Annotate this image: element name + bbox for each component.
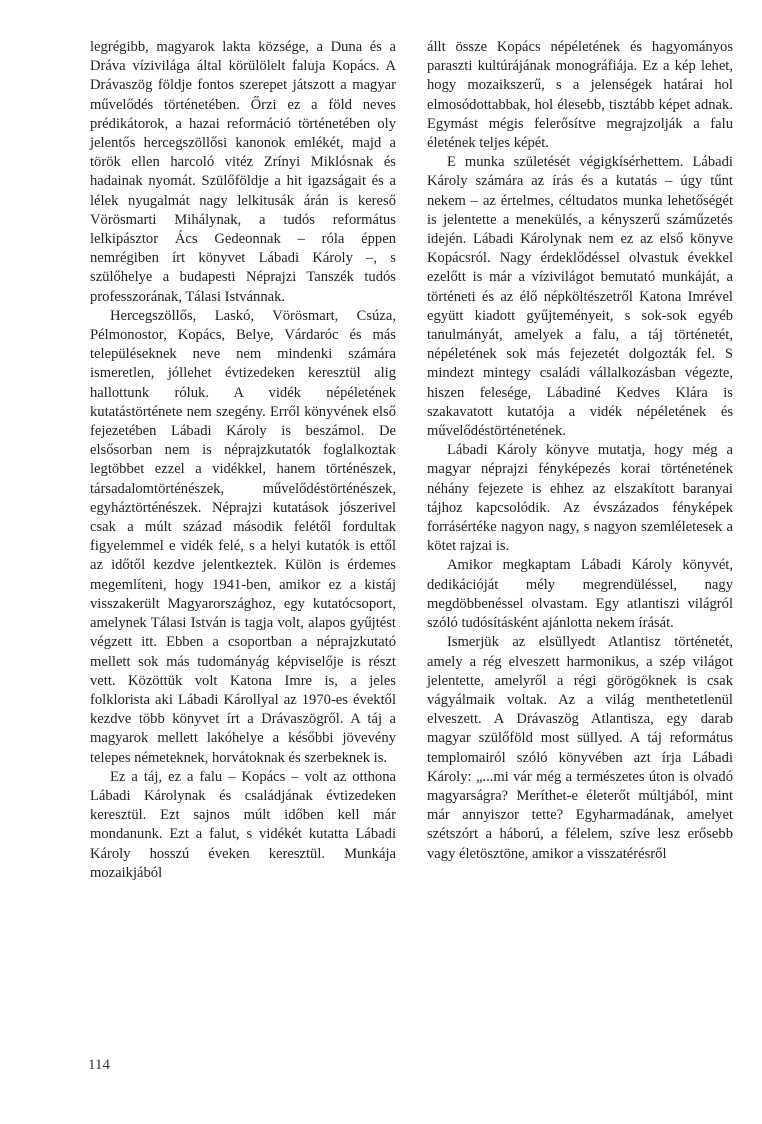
paragraph: állt össze Kopács népéletének és hagyományos paraszti kultúrájának monográfiája. Ez a kép lehet, hogy mozaikszerű, s a jelenségek határai hol elmosódottabbak, hol élesebb, tisztább képet adnak. Egymást mégis felerősítve megrajzolják a falu életének teljes képét. <box>427 39 733 152</box>
paragraph: Amikor megkaptam Lábadi Károly könyvét, dedikációját mély megrendüléssel, nagy megdöbbenéssel olvastam. Egy atlantiszi világról szóló tudósításként ajánlotta nekem írását. <box>427 557 733 632</box>
paragraph: Hercegszöllős, Laskó, Vörösmart, Csúza, Pélmonostor, Kopács, Belye, Várdaróc és más településeknek neve nem mindenki számára ismeretlen, jóllehet évtizedeken keresztül alig hallottunk róluk. A vidék népéletének kutatástörténete nem szegény. Erről könyvének első fejezetében Lábadi Károly is beszámol. De elsősorban nem is néprajzkutatók foglalkoztak legtöbbet ezzel a vidékkel, hanem történészek, társadalomtörténészek, művelődéstörténészek, egyháztörténészek. Néprajzi kutatások jószerivel csak a múlt század második felétől fordultak figyelemmel e vidék felé, s a helyi kutatók is ettől az időtől kezdve jelentkeztek. Külön is érdemes megemlíteni, hogy 1941-ben, amikor ez a kistáj visszakerült Magyarországhoz, egy kutatócsoport, amelynek Tálasi István is tagja volt, alapos gyűjtést végzett itt. Ebben a csoportban a néprajzkutató mellett sok más tudományág képviselője is részt vett. Közöttük volt Katona Imre is, a jeles folklorista aki Lábadi Károllyal az 1970-es évektől kezdve több könyvet írt a Drávaszögről. A táj a magyarok mellett lakóhelye a későbbi jövevény telepes németeknek, horvátoknak és szerbeknek is. <box>90 307 396 766</box>
left-column <box>90 38 396 883</box>
page-number: 114 <box>88 1057 110 1073</box>
paragraph: Ismerjük az elsüllyedt Atlantisz történetét, amely a rég elveszett harmonikus, a szép világot jelentette, amelyről a régi görögöknek is csak vágyálmaik voltak. Az a világ menthetetlenül elveszett. A Drávaszög Atlantisza, egy darab magyar szülőföld most süllyed. A táj református templomairól szóló könyvében azt írja Lábadi Károly: „...mi vár még a természetes úton is olvadó magyarságra? Meríthet-e életerőt múltjából, mint már annyiszor tette? Egyharmadának, amelyet szétszórt a háború, a félelem, szíve lesz erősebb vagy életösztöne, amikor a visszatérésről <box>427 634 733 862</box>
paragraph: legrégibb, magyarok lakta községe, a Duna és a Dráva vízivilága által körülölelt faluja Kopács. A Drávaszög földje fontos szerepet játszott a magyar művelődés történetében. Őrzi ez a föld neves prédikátorok, a hazai reformáció történetében oly jelentős hercegszöllősi kanonok emlékét, majd a török ellen harcoló vitéz Zrínyi Miklósnak és hadainak nyomát. Szülőföldje a hit igazságait és a lélek nyugalmát nagy lelkitusák árán is kereső Vörösmarti Mihálynak, a tudós református lelkipásztor Ács Gedeonnak – róla éppen nemrégiben írt könyvet Lábadi Károly –, s szülőhelye a budapesti Néprajzi Tanszék tudós professzorának, Tálasi Istvánnak. <box>90 39 396 305</box>
paragraph: E munka születését végigkísérhettem. Lábadi Károly számára az írás és a kutatás – úgy tűnt nekem – az értelmes, céltudatos munka lehetőségét is jelentette a menekülés, a kényszerű száműzetés idején. Lábadi Károlynak nem ez az első könyve Kopácsról. Nagy érdeklődéssel olvastuk évekkel ezelőtt is már a vízivilágot bemutató munkáját, a történeti és az élő népköltészetről Katona Imrével együtt kiadott gyűjteményeit, s sok-sok egyéb tanulmányát, amelyek a falu, a táj történetét, népéletének sok más fejezetét dolgozták fel. S mindezt mintegy családi vállalkozásban végezte, hiszen felesége, Lábadiné Kedves Klára is szakavatott kutatója a vidék népéletének és művelődéstörténetének. <box>427 154 733 440</box>
right-column <box>427 38 733 864</box>
paragraph: Lábadi Károly könyve mutatja, hogy még a magyar néprajzi fényképezés korai történetének néhány fejezete is ehhez az elszakított baranyai tájhoz kapcsolódik. Az évszázados fényképek forrásértéke nagyon nagy, s nagyon szemléletesek a kötet rajzai is. <box>427 442 733 555</box>
paragraph: Ez a táj, ez a falu – Kopács – volt az otthona Lábadi Károlynak és családjának évtizedeken keresztül. Ezt sajnos múlt időben kell már mondanunk. Ezt a falut, s vidékét kutatta Lábadi Károly hosszú éveken keresztül. Munkája mozaikjából <box>90 768 396 881</box>
